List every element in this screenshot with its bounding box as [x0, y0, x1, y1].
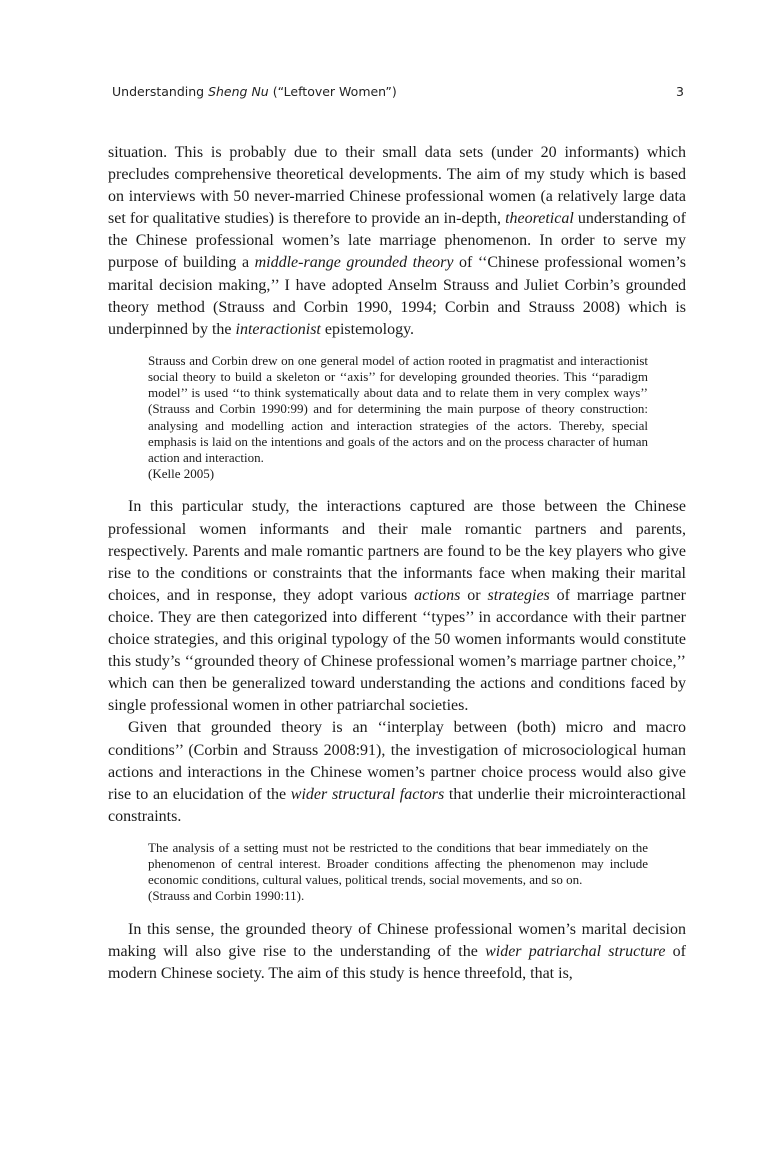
text-run: that underlie their microinteractional constraints.: [108, 785, 687, 825]
body-text: [108, 142, 686, 985]
text-run: situation. This is probably due to their small data sets (under 20 informants) which precludes comprehensive theoretical developments. The aim of my study which is based on interviews with 50 never-married Chinese professional women (a relatively large data set for qualitative studies) is therefore to provide an in-depth,: [108, 144, 686, 228]
paragraph-1: [108, 142, 686, 341]
italic-run: middle-range grounded theory: [254, 254, 454, 272]
quote-text: Strauss and Corbin drew on one general model of action rooted in pragmatist and interactionist social theory to build a skeleton or ‘‘axis’’ for developing grounded theories. This ‘‘paradigm model’’ is used ‘‘to think systematically about data and to relate them in very complex ways’’ (Strauss and Corbin 1990:99) and for determining the main purpose of theory construction: analysing and modelling action and interaction strategies of the actors. Thereby, special emphasis is laid on the intentions and goals of the actors and on the process character of human action and interaction.: [148, 352, 648, 466]
spacer: [108, 482, 686, 496]
text-run: of marriage partner choice. They are then categorized into different ‘‘types’’ in accordance with their partner choice strategies, and this original typology of the 50 women informants would constitute this study’s ‘‘grounded theory of Chinese professional women’s marriage partner choice,’’ which can then be generalized toward understanding the actions and conditions faced by single professional women in other patriarchal societies.: [108, 586, 687, 715]
running-title-italic: Sheng Nu: [208, 84, 269, 99]
spacer: [108, 828, 686, 840]
running-title-prefix: Understanding: [112, 84, 209, 99]
spacer: [108, 905, 686, 919]
block-quote-1: [148, 353, 648, 483]
text-run: In this particular study, the interactions captured are those between the Chinese professional women informants and their male romantic partners and parents, respectively. Parents and male romantic partners are found to be the key players who give rise to the conditions or constraints that the informants face when making their marital choices, and in response, they adopt various: [108, 498, 686, 604]
text-run: of ‘‘Chinese professional women’s marital decision making,’’ I have adopted Anselm Strauss and Juliet Corbin’s grounded theory method (Strauss and Corbin 1990, 1994; Corbin and Strauss 2008) which is underpinned by the: [108, 254, 687, 338]
italic-run: wider structural factors: [290, 785, 445, 803]
spacer: [108, 341, 686, 353]
text-run: Given that grounded theory is an ‘‘interplay between (both) micro and macro conditions’’ (Corbin and Strauss 2008:91), the investigation of microsociological human actions and interactions in the Chinese women’s partner choice process would also give rise to an elucidation of the: [108, 719, 686, 803]
quote-text: The analysis of a setting must not be restricted to the conditions that bear immediately on the phenomenon of central interest. Broader conditions affecting the phenomenon may include economic conditions, cultural values, political trends, social movements, and so on.: [148, 839, 648, 888]
text-run: In this sense, the grounded theory of Chinese professional women’s marital decision making will also give rise to the understanding of the: [108, 920, 686, 960]
paragraph-4: [108, 919, 686, 985]
text-run: of modern Chinese society. The aim of this study is hence threefold, that is,: [108, 942, 687, 982]
paragraph-3: [108, 717, 686, 827]
page-number: 3: [676, 84, 684, 99]
paragraph-2: [108, 496, 686, 717]
text-run: understanding of the Chinese professional women’s late marriage phenomenon. In order to serve my purpose of building a: [108, 210, 686, 272]
italic-run: strategies: [487, 586, 550, 604]
text-run: epistemology.: [320, 320, 415, 338]
running-title: [112, 84, 397, 100]
quote-citation: (Strauss and Corbin 1990:11).: [148, 888, 305, 904]
italic-run: interactionist: [235, 320, 321, 338]
italic-run: actions: [414, 586, 461, 604]
quote-citation: (Kelle 2005): [148, 466, 215, 482]
italic-run: wider patriarchal structure: [485, 942, 666, 960]
italic-run: theoretical: [505, 210, 574, 228]
block-quote-2: [148, 840, 648, 905]
text-run: or: [460, 586, 488, 604]
running-title-suffix: (“Leftover Women”): [268, 84, 397, 99]
